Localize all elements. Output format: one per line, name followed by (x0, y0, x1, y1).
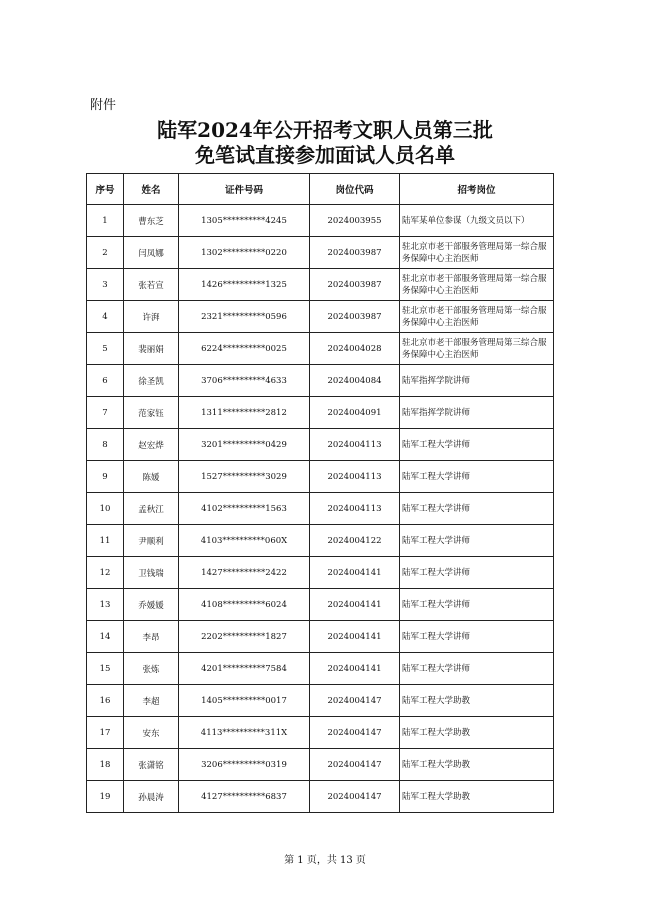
cell-name: 裴丽娟 (124, 333, 179, 365)
header-post-code: 岗位代码 (310, 174, 400, 205)
cell-seq: 11 (87, 525, 124, 557)
cell-post: 陆军工程大学助教 (400, 717, 554, 749)
table-row (87, 429, 554, 461)
cell-post: 陆军指挥学院讲师 (400, 365, 554, 397)
cell-post-code: 2024004091 (310, 397, 400, 429)
cell-name: 张若宣 (124, 269, 179, 301)
cell-post-code: 2024004113 (310, 429, 400, 461)
table-row (87, 205, 554, 237)
table-row (87, 365, 554, 397)
cell-id-number: 1527**********3029 (179, 461, 310, 493)
cell-post: 陆军工程大学助教 (400, 685, 554, 717)
cell-post: 陆军工程大学讲师 (400, 589, 554, 621)
cell-id-number: 6224**********0025 (179, 333, 310, 365)
table-row (87, 237, 554, 269)
cell-post-code: 2024004141 (310, 653, 400, 685)
cell-id-number: 4102**********1563 (179, 493, 310, 525)
cell-seq: 6 (87, 365, 124, 397)
cell-id-number: 4201**********7584 (179, 653, 310, 685)
cell-name: 乔媛媛 (124, 589, 179, 621)
cell-id-number: 3201**********0429 (179, 429, 310, 461)
cell-seq: 14 (87, 621, 124, 653)
cell-seq: 2 (87, 237, 124, 269)
table-row (87, 589, 554, 621)
table-row (87, 525, 554, 557)
cell-seq: 3 (87, 269, 124, 301)
cell-name: 赵宏烨 (124, 429, 179, 461)
cell-name: 安东 (124, 717, 179, 749)
cell-id-number: 1302**********0220 (179, 237, 310, 269)
cell-id-number: 4108**********6024 (179, 589, 310, 621)
cell-id-number: 1427**********2422 (179, 557, 310, 589)
cell-name: 孙晨涛 (124, 781, 179, 813)
cell-id-number: 3706**********4633 (179, 365, 310, 397)
cell-name: 范家钰 (124, 397, 179, 429)
cell-post-code: 2024003955 (310, 205, 400, 237)
cell-post: 驻北京市老干部服务管理局第一综合服务保障中心主治医师 (400, 269, 554, 301)
cell-id-number: 4103**********060X (179, 525, 310, 557)
cell-seq: 4 (87, 301, 124, 333)
cell-seq: 17 (87, 717, 124, 749)
attachment-label: 附件 (90, 98, 117, 113)
cell-seq: 10 (87, 493, 124, 525)
table-row (87, 493, 554, 525)
cell-post: 陆军工程大学讲师 (400, 429, 554, 461)
table-row (87, 333, 554, 365)
cell-post: 陆军某单位参谋（九级文员以下） (400, 205, 554, 237)
cell-id-number: 1405**********0017 (179, 685, 310, 717)
cell-post: 驻北京市老干部服务管理局第一综合服务保障中心主治医师 (400, 301, 554, 333)
table-row (87, 461, 554, 493)
cell-post-code: 2024004028 (310, 333, 400, 365)
page-footer: 第 1 页，共 13 页 (284, 855, 366, 866)
cell-name: 陈媛 (124, 461, 179, 493)
cell-post: 陆军工程大学讲师 (400, 557, 554, 589)
cell-post: 驻北京市老干部服务管理局第一综合服务保障中心主治医师 (400, 237, 554, 269)
table-header-row (87, 174, 554, 205)
cell-seq: 8 (87, 429, 124, 461)
cell-post: 驻北京市老干部服务管理局第三综合服务保障中心主治医师 (400, 333, 554, 365)
header-name: 姓名 (124, 174, 179, 205)
cell-id-number: 4113**********311X (179, 717, 310, 749)
cell-post-code: 2024003987 (310, 237, 400, 269)
cell-post-code: 2024004147 (310, 717, 400, 749)
cell-post-code: 2024004113 (310, 461, 400, 493)
cell-name: 李超 (124, 685, 179, 717)
table-row (87, 621, 554, 653)
cell-name: 尹顺利 (124, 525, 179, 557)
cell-post-code: 2024004113 (310, 493, 400, 525)
cell-seq: 18 (87, 749, 124, 781)
cell-post-code: 2024004122 (310, 525, 400, 557)
cell-name: 张潇铭 (124, 749, 179, 781)
header-post: 招考岗位 (400, 174, 554, 205)
cell-post-code: 2024003987 (310, 301, 400, 333)
table-row (87, 557, 554, 589)
cell-name: 曹东芝 (124, 205, 179, 237)
cell-seq: 12 (87, 557, 124, 589)
cell-post: 陆军指挥学院讲师 (400, 397, 554, 429)
cell-post: 陆军工程大学讲师 (400, 525, 554, 557)
table-row (87, 685, 554, 717)
cell-post: 陆军工程大学助教 (400, 781, 554, 813)
cell-seq: 16 (87, 685, 124, 717)
cell-post: 陆军工程大学助教 (400, 749, 554, 781)
page-title-line-1: 陆军2024年公开招考文职人员第三批 (157, 118, 493, 142)
cell-name: 闫凤娜 (124, 237, 179, 269)
cell-seq: 13 (87, 589, 124, 621)
cell-name: 许湃 (124, 301, 179, 333)
candidate-table (86, 173, 554, 813)
cell-id-number: 1305**********4245 (179, 205, 310, 237)
cell-post: 陆军工程大学讲师 (400, 621, 554, 653)
cell-post-code: 2024004141 (310, 557, 400, 589)
cell-name: 李昂 (124, 621, 179, 653)
table-row (87, 269, 554, 301)
cell-seq: 7 (87, 397, 124, 429)
cell-post: 陆军工程大学讲师 (400, 653, 554, 685)
cell-post-code: 2024004141 (310, 589, 400, 621)
cell-seq: 5 (87, 333, 124, 365)
table-row (87, 653, 554, 685)
cell-seq: 19 (87, 781, 124, 813)
table-row (87, 397, 554, 429)
cell-post-code: 2024004141 (310, 621, 400, 653)
table-row (87, 717, 554, 749)
cell-post-code: 2024003987 (310, 269, 400, 301)
table-row (87, 301, 554, 333)
cell-id-number: 2321**********0596 (179, 301, 310, 333)
cell-post-code: 2024004084 (310, 365, 400, 397)
cell-id-number: 4127**********6837 (179, 781, 310, 813)
cell-id-number: 1311**********2812 (179, 397, 310, 429)
cell-id-number: 1426**********1325 (179, 269, 310, 301)
table-body (87, 205, 554, 813)
page-title-line-2: 免笔试直接参加面试人员名单 (195, 143, 455, 167)
cell-seq: 1 (87, 205, 124, 237)
cell-post-code: 2024004147 (310, 781, 400, 813)
cell-name: 孟秋江 (124, 493, 179, 525)
cell-id-number: 2202**********1827 (179, 621, 310, 653)
header-seq: 序号 (87, 174, 124, 205)
cell-post-code: 2024004147 (310, 749, 400, 781)
header-id-number: 证件号码 (179, 174, 310, 205)
cell-post-code: 2024004147 (310, 685, 400, 717)
cell-name: 卫钱瑞 (124, 557, 179, 589)
cell-name: 徐圣凯 (124, 365, 179, 397)
cell-post: 陆军工程大学讲师 (400, 461, 554, 493)
cell-post: 陆军工程大学讲师 (400, 493, 554, 525)
table-row (87, 749, 554, 781)
table-row (87, 781, 554, 813)
cell-seq: 15 (87, 653, 124, 685)
cell-name: 张炼 (124, 653, 179, 685)
cell-id-number: 3206**********0319 (179, 749, 310, 781)
cell-seq: 9 (87, 461, 124, 493)
